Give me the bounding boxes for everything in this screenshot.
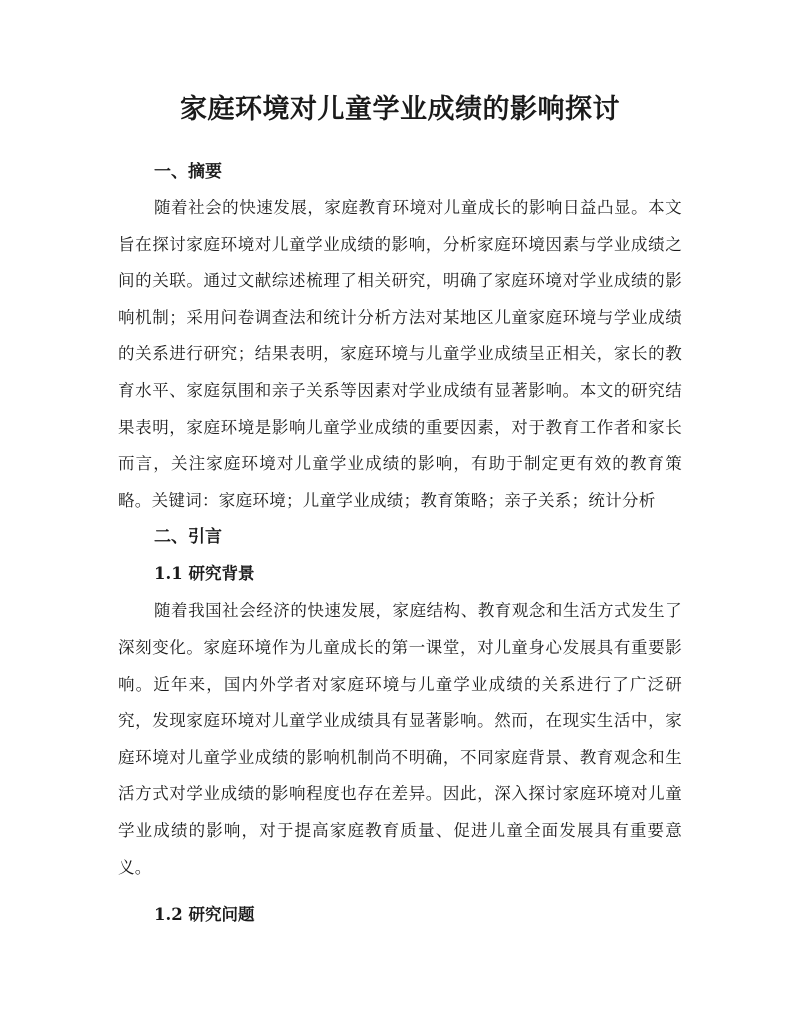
abstract-heading: 一、摘要 xyxy=(154,162,222,182)
research-background-paragraph: 随着我国社会经济的快速发展，家庭结构、教育观念和生活方式发生了深刻变化。家庭环境作为儿童成长的第一课堂，对儿童身心发展具有重要影响。近年来，国内外学者对家庭环境与儿童学业成绩的关系进行了广泛研究，发现家庭环境对儿童学业成绩具有显著影响。然而，在现实生活中，家庭环境对儿童学业成绩的影响机制尚不明确，不同家庭背景、教育观念和生活方式对学业成绩的影响程度也存在差异。因此，深入探讨家庭环境对儿童学业成绩的影响，对于提高家庭教育质量、促进儿童全面发展具有重要意义。 xyxy=(118,601,682,877)
research-background-heading: 1.1 研究背景 xyxy=(154,564,255,584)
introduction-heading: 二、引言 xyxy=(154,527,222,548)
document-title: 家庭环境对儿童学业成绩的影响探讨 xyxy=(180,94,620,125)
research-question-heading: 1.2 研究问题 xyxy=(154,905,255,925)
abstract-paragraph: 随着社会的快速发展，家庭教育环境对儿童成长的影响日益凸显。本文旨在探讨家庭环境对儿童学业成绩的影响，分析家庭环境因素与学业成绩之间的关联。通过文献综述梳理了相关研究，明确了家庭环境对学业成绩的影响机制；采用问卷调查法和统计分析方法对某地区儿童家庭环境与学业成绩的关系进行研究；结果表明，家庭环境与儿童学业成绩呈正相关，家长的教育水平、家庭氛围和亲子关系等因素对学业成绩有显著影响。本文的研究结果表明，家庭环境是影响儿童学业成绩的重要因素，对于教育工作者和家长而言，关注家庭环境对儿童学业成绩的影响，有助于制定更有效的教育策略。关键词：家庭环境；儿童学业成绩；教育策略；亲子关系；统计分析 xyxy=(118,198,682,510)
